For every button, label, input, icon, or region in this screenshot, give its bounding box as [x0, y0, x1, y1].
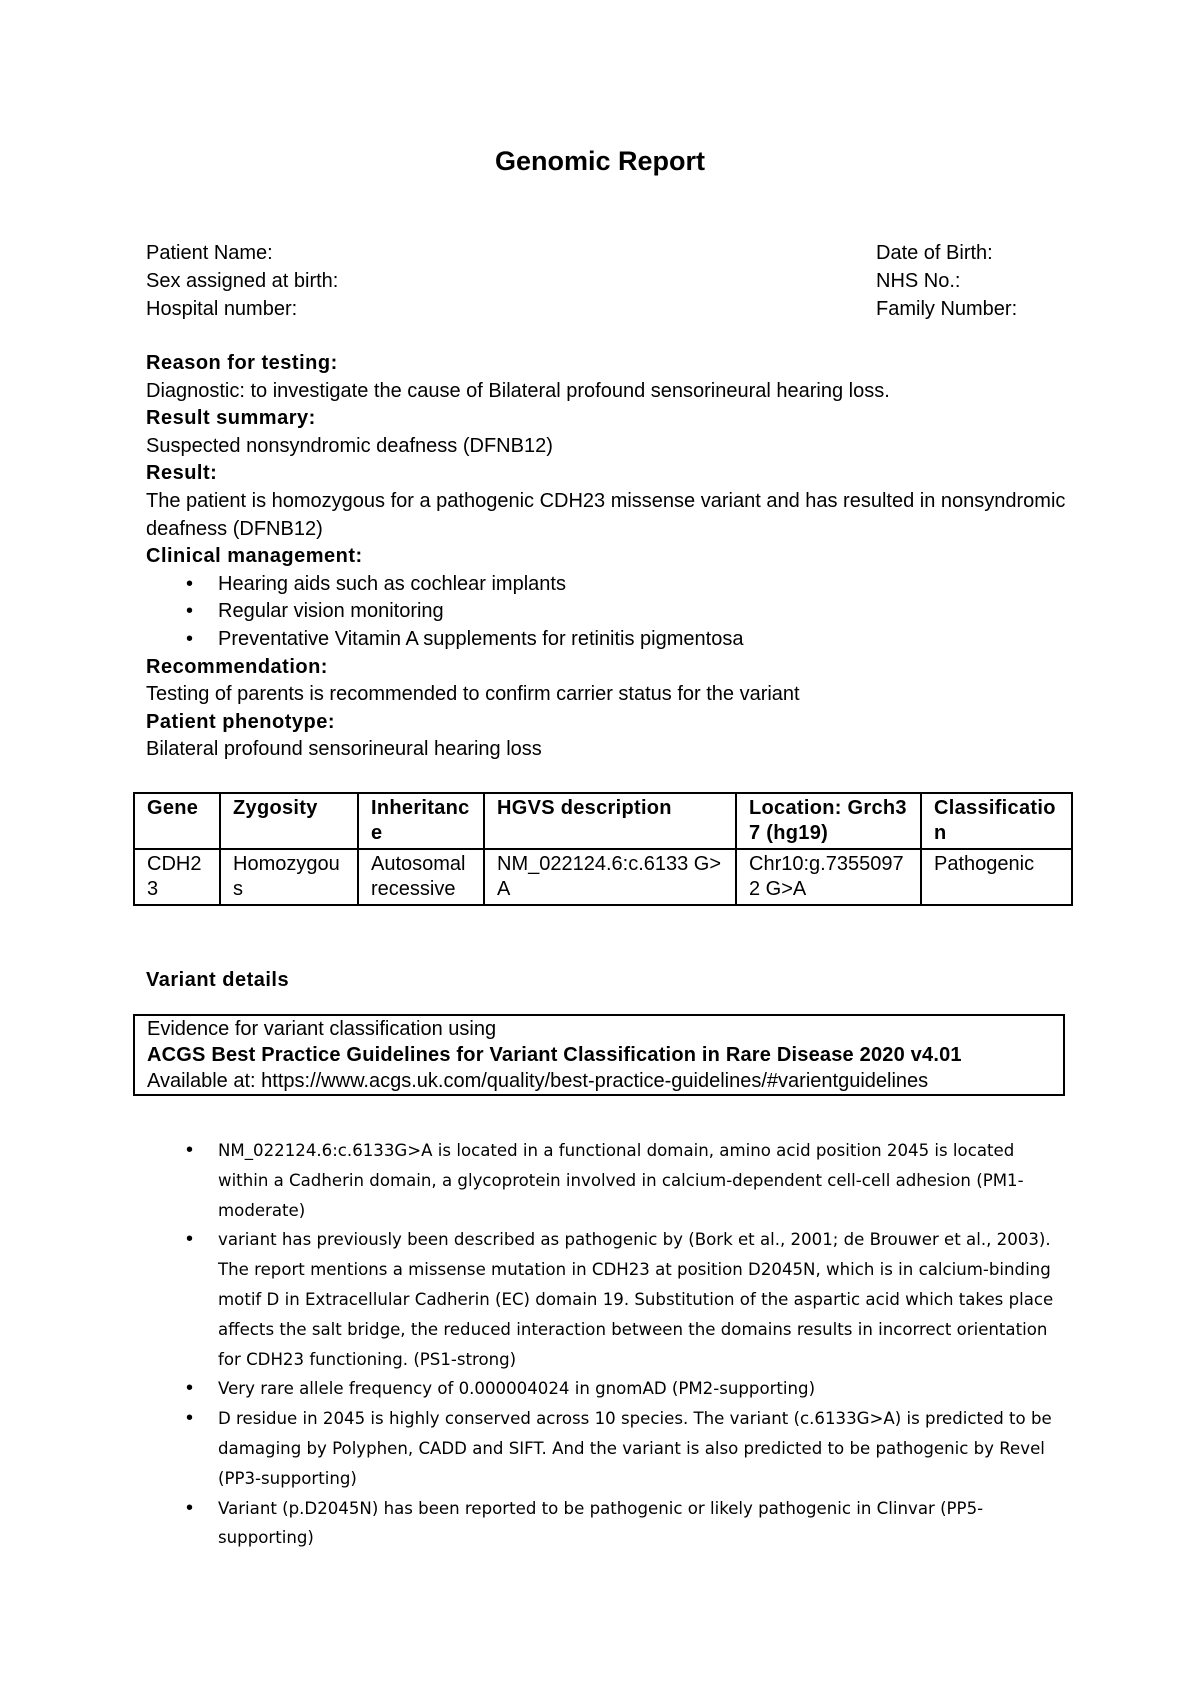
patient-fields-right	[876, 239, 1017, 323]
table-cell: Chr10:g.73550972 G>A	[736, 849, 921, 905]
variant-table	[133, 792, 1073, 906]
bullet: •	[186, 572, 194, 595]
bullet: •	[186, 600, 194, 623]
table-cell: CDH23	[134, 849, 220, 905]
list-item: • Preventative Vitamin A supplements for retinitis pigmentosa	[146, 626, 1066, 654]
column-header: HGVS description	[484, 793, 736, 849]
list-item: • Very rare allele frequency of 0.000004024 in gnomAD (PM2-supporting)	[146, 1374, 1066, 1404]
reason-heading: Reason for testing:	[146, 352, 338, 374]
column-header: Zygosity	[220, 793, 358, 849]
family-number-label: Family Number:	[876, 298, 1018, 320]
table-header-row	[134, 793, 1072, 849]
variant-details-heading: Variant details	[146, 969, 290, 991]
list-item: • variant has previously been described as pathogenic by (Bork et al., 2001; de Brouwer et al., 2003). The report mentions a missense mutation in CDH23 at position D2045N, which is in calcium-binding motif D in Extracellular Cadherin (EC) domain 19. Substitution of the aspartic acid which takes place affects the salt bridge, the reduced interaction between the domains results in incorrect orientation for CDH23 functioning. (PS1-strong)	[146, 1225, 1066, 1374]
bullet: •	[186, 627, 194, 650]
table-cell: Autosomal recessive	[358, 849, 484, 905]
list-item: • Regular vision monitoring	[146, 598, 1066, 626]
sex-label: Sex assigned at birth:	[146, 270, 339, 292]
table-cell: NM_022124.6:c.6133 G>A	[484, 849, 736, 905]
list-item: • Hearing aids such as cochlear implants	[146, 571, 1066, 599]
dob-label: Date of Birth:	[876, 242, 993, 264]
table-cell: Homozygous	[220, 849, 358, 905]
result-text: The patient is homozygous for a pathogenic CDH23 missense variant and has resulted in nonsyndromic deafness (DFNB12)	[146, 489, 1066, 540]
nhs-number-label: NHS No.:	[876, 270, 961, 292]
list-item: • Variant (p.D2045N) has been reported to be pathogenic or likely pathogenic in Clinvar (PP5-supporting)	[146, 1494, 1066, 1554]
recommendation-text: Testing of parents is recommended to confirm carrier status for the variant	[146, 683, 800, 706]
report-sections	[146, 350, 1066, 764]
patient-name-label: Patient Name:	[146, 242, 273, 264]
bullet: •	[186, 1377, 194, 1400]
column-header: Location: Grch37 (hg19)	[736, 793, 921, 849]
table-row	[134, 849, 1072, 905]
clinical-management-heading: Clinical management:	[146, 545, 363, 568]
reason-text: Diagnostic: to investigate the cause of Bilateral profound sensorineural hearing loss.	[146, 379, 890, 402]
patient-fields-left	[146, 239, 338, 323]
guidelines-title: ACGS Best Practice Guidelines for Variant Classification in Rare Disease 2020 v4.01	[147, 1044, 962, 1066]
column-header: Classification	[921, 793, 1072, 849]
phenotype-heading: Patient phenotype:	[146, 710, 336, 733]
bullet: •	[186, 1407, 194, 1430]
result-summary-heading: Result summary:	[146, 407, 316, 430]
result-heading: Result:	[146, 462, 218, 485]
report-title: Genomic Report	[494, 146, 706, 176]
table-cell: Pathogenic	[921, 849, 1072, 905]
evidence-box	[133, 1014, 1065, 1096]
evidence-intro: Evidence for variant classification using	[147, 1018, 497, 1040]
hospital-number-label: Hospital number:	[146, 298, 298, 320]
bullet: •	[186, 1228, 194, 1251]
variant-evidence-list	[146, 1136, 1066, 1553]
guidelines-link: Available at: https://www.acgs.uk.com/quality/best-practice-guidelines/#varientguidelines	[147, 1070, 929, 1092]
bullet: •	[186, 1496, 194, 1519]
result-summary-text: Suspected nonsyndromic deafness (DFNB12)	[146, 434, 553, 457]
column-header: Inheritance	[358, 793, 484, 849]
list-item: • D residue in 2045 is highly conserved across 10 species. The variant (c.6133G>A) is predicted to be damaging by Polyphen, CADD and SIFT. And the variant is also predicted to be pathogenic by Revel (PP3-supporting)	[146, 1404, 1066, 1493]
bullet: •	[186, 1139, 194, 1161]
recommendation-heading: Recommendation:	[146, 655, 328, 678]
list-item: • NM_022124.6:c.6133G>A is located in a functional domain, amino acid position 2045 is located within a Cadherin domain, a glycoprotein involved in calcium-dependent cell-cell adhesion (PM1-moderate)	[146, 1136, 1066, 1225]
column-header: Gene	[134, 793, 220, 849]
phenotype-text: Bilateral profound sensorineural hearing loss	[146, 738, 542, 761]
clinical-management-list	[146, 571, 1066, 654]
